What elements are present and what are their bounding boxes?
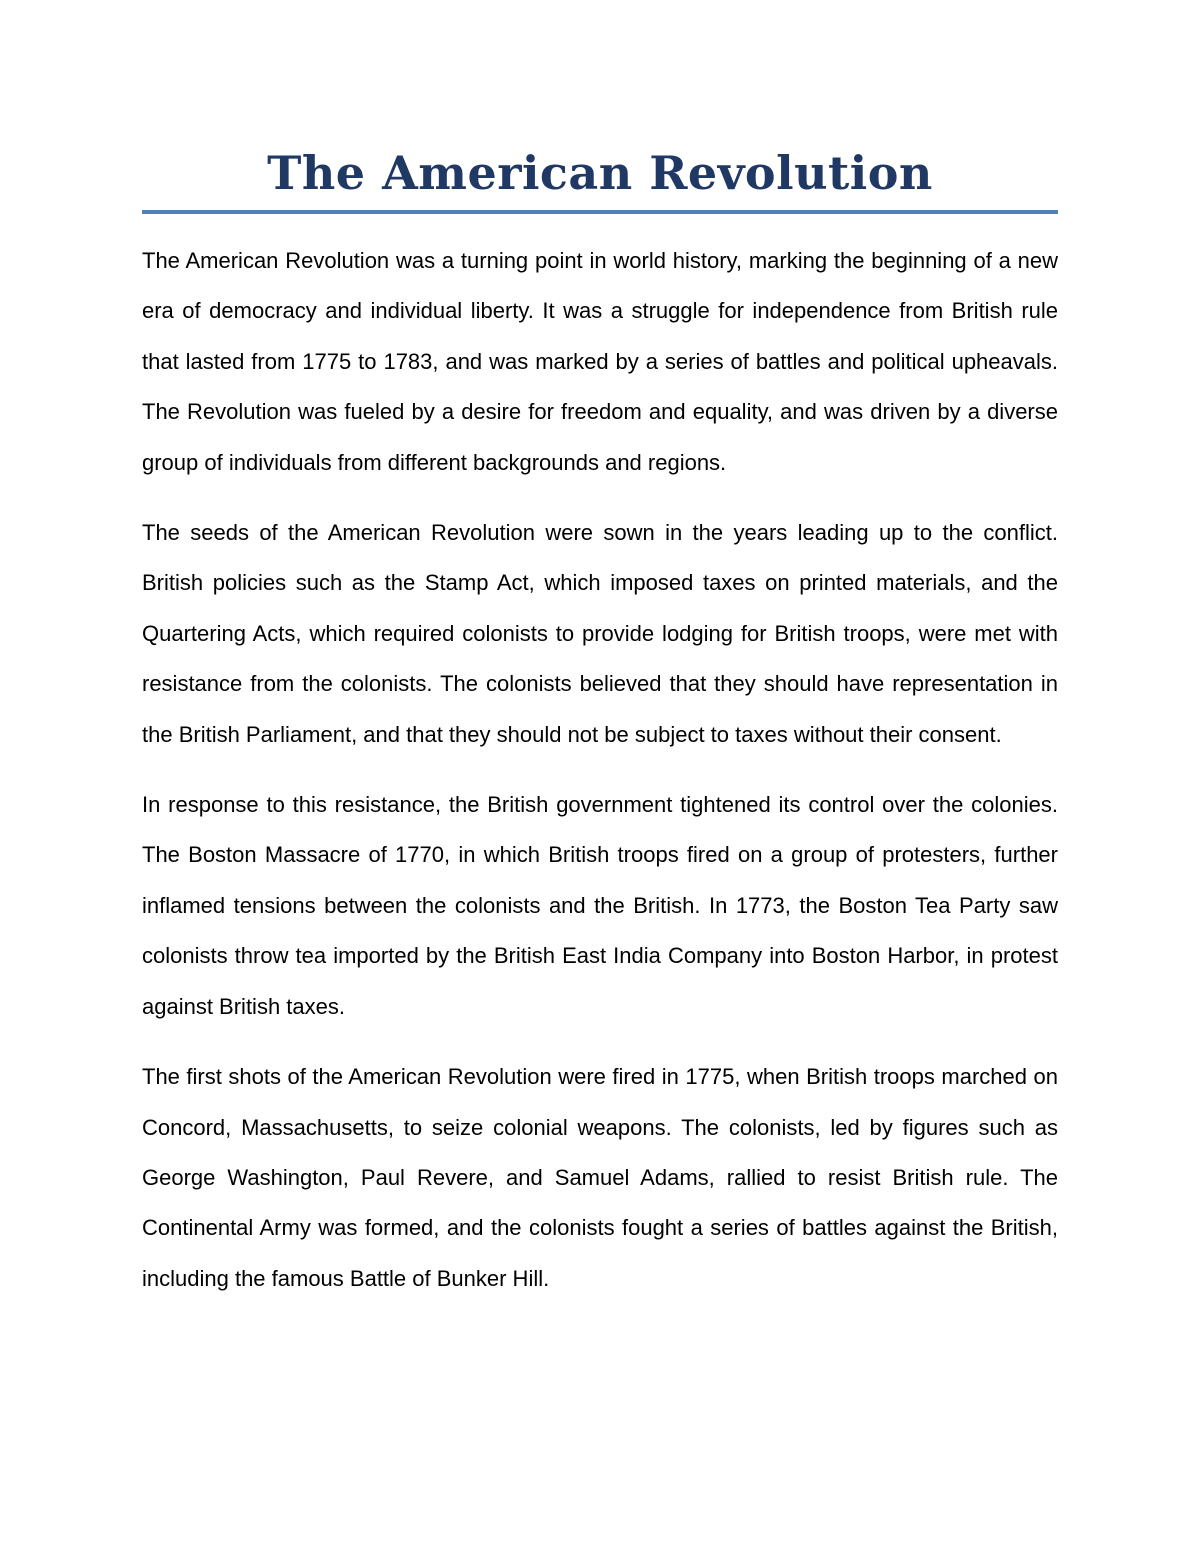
paragraph-4: The first shots of the American Revolution were fired in 1775, when British troops marched on Concord, Massachusetts, to seize colonial weapons. The colonists, led by figures such as George Washington, Paul Revere, and Samuel Adams, rallied to resist British rule. The Continental Army was formed, and the colonists fought a series of battles against the British, including the famous Battle of Bunker Hill.: [142, 1064, 1058, 1291]
paragraph-1: The American Revolution was a turning point in world history, marking the beginning of a new era of democracy and individual liberty. It was a struggle for independence from British rule that lasted from 1775 to 1783, and was marked by a series of battles and political upheavals. The Revolution was fueled by a desire for freedom and equality, and was driven by a diverse group of individuals from different backgrounds and regions.: [142, 248, 1058, 475]
document-title: The American Revolution: [267, 146, 933, 200]
title-underline-rule: [142, 210, 1058, 214]
paragraph-3: In response to this resistance, the British government tightened its control over the colonies. The Boston Massacre of 1770, in which British troops fired on a group of protesters, further inflamed tensions between the colonists and the British. In 1773, the Boston Tea Party saw colonists throw tea imported by the British East India Company into Boston Harbor, in protest against British taxes.: [142, 792, 1058, 1019]
paragraph-2: The seeds of the American Revolution were sown in the years leading up to the conflict. British policies such as the Stamp Act, which imposed taxes on printed materials, and the Quartering Acts, which required colonists to provide lodging for British troops, were met with resistance from the colonists. The colonists believed that they should have representation in the British Parliament, and that they should not be subject to taxes without their consent.: [142, 520, 1058, 747]
document-page: [142, 140, 1058, 1324]
